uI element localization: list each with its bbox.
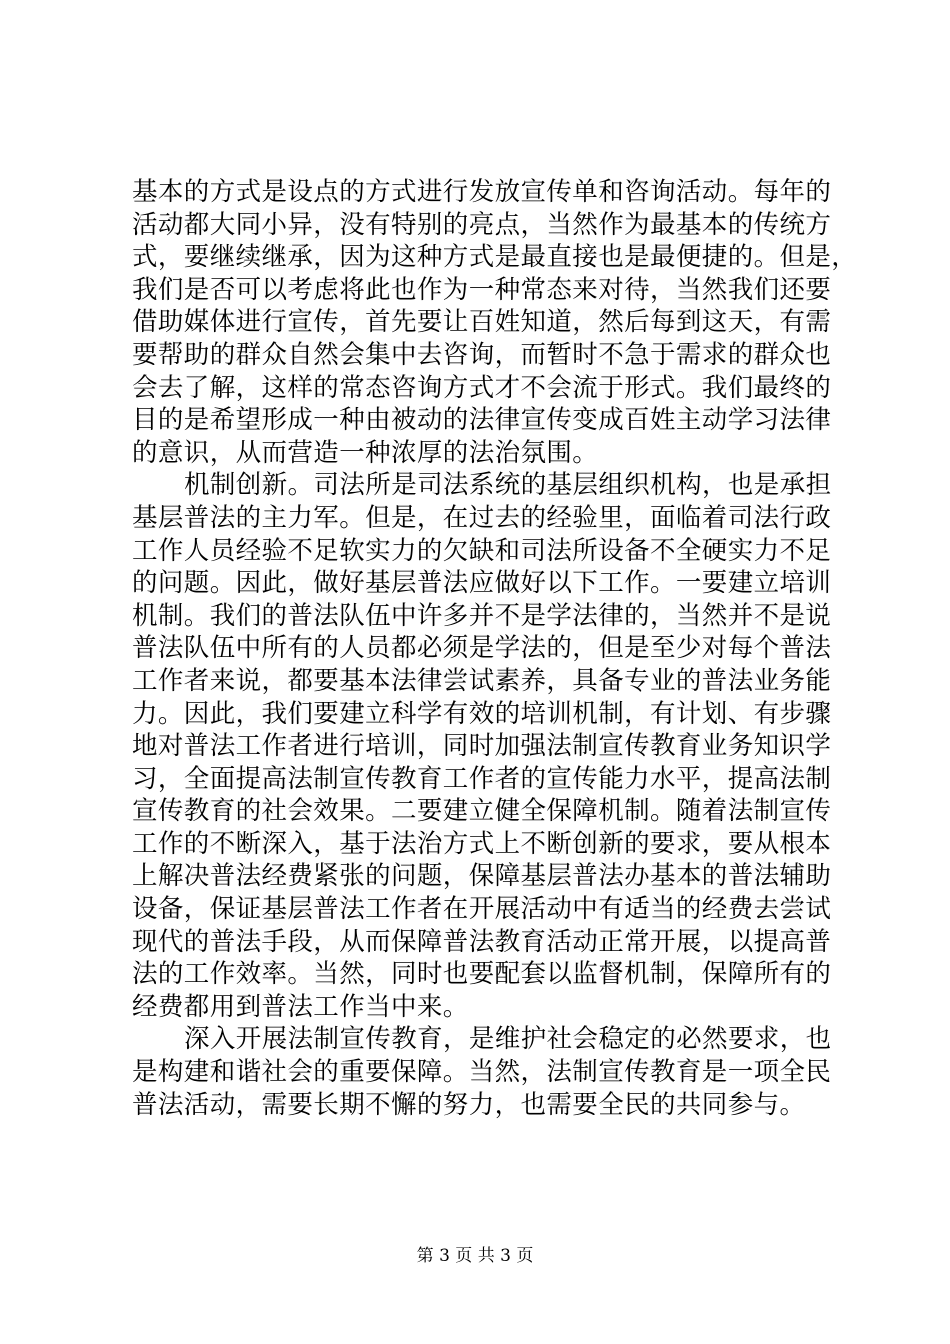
text-line: 设备，保证基层普法工作者在开展活动中有适当的经费去尝试: [132, 894, 832, 925]
text-line: 借助媒体进行宣传，首先要让百姓知道，然后每到这天，有需: [132, 307, 832, 338]
text-line: 工作者来说，都要基本法律尝试素养，具备专业的普法业务能: [132, 665, 832, 696]
text-line: 机制。我们的普法队伍中许多并不是学法律的，当然并不是说: [132, 600, 832, 631]
text-line: 习，全面提高法制宣传教育工作者的宣传能力水平，提高法制: [132, 763, 832, 794]
text-line: 经费都用到普法工作当中来。: [132, 991, 469, 1022]
text-line: 目的是希望形成一种由被动的法律宣传变成百姓主动学习法律: [132, 405, 832, 436]
text-line: 会去了解，这样的常态咨询方式才不会流于形式。我们最终的: [132, 372, 832, 403]
page-footer: 第 3 页 共 3 页: [416, 1246, 534, 1266]
text-line: 式，要继续继承，因为这种方式是最直接也是最便捷的。但是，: [132, 242, 858, 273]
text-line: 现代的普法手段，从而保障普法教育活动正常开展，以提高普: [132, 926, 832, 957]
text-line: 的问题。因此，做好基层普法应做好以下工作。一要建立培训: [132, 568, 832, 599]
text-line: 机制创新。司法所是司法系统的基层组织机构，也是承担: [184, 470, 832, 501]
text-line: 法的工作效率。当然，同时也要配套以监督机制，保障所有的: [132, 959, 832, 990]
text-line: 普法队伍中所有的人员都必须是学法的，但是至少对每个普法: [132, 633, 832, 664]
body-text: [132, 176, 858, 1121]
text-line: 活动都大同小异，没有特别的亮点，当然作为最基本的传统方: [132, 209, 832, 240]
text-line: 我们是否可以考虑将此也作为一种常态来对待，当然我们还要: [132, 274, 832, 305]
text-line: 工作的不断深入，基于法治方式上不断创新的要求，要从根本: [132, 828, 832, 859]
text-line: 工作人员经验不足软实力的欠缺和司法所设备不全硬实力不足: [132, 535, 832, 566]
text-line: 深入开展法制宣传教育，是维护社会稳定的必然要求，也: [184, 1024, 832, 1055]
text-line: 普法活动，需要长期不懈的努力，也需要全民的共同参与。: [132, 1089, 806, 1120]
text-line: 的意识，从而营造一种浓厚的法治氛围。: [132, 437, 599, 468]
text-line: 要帮助的群众自然会集中去咨询，而暂时不急于需求的群众也: [132, 339, 832, 370]
text-line: 力。因此，我们要建立科学有效的培训机制，有计划、有步骤: [132, 698, 832, 729]
text-line: 基本的方式是设点的方式进行发放宣传单和咨询活动。每年的: [132, 177, 832, 207]
text-line: 地对普法工作者进行培训，同时加强法制宣传教育业务知识学: [132, 731, 832, 762]
text-line: 基层普法的主力军。但是，在过去的经验里，面临着司法行政: [132, 502, 832, 533]
text-line: 上解决普法经费紧张的问题，保障基层普法办基本的普法辅助: [132, 861, 832, 892]
text-line: 宣传教育的社会效果。二要建立健全保障机制。随着法制宣传: [132, 796, 832, 827]
text-line: 是构建和谐社会的重要保障。当然，法制宣传教育是一项全民: [132, 1057, 832, 1088]
